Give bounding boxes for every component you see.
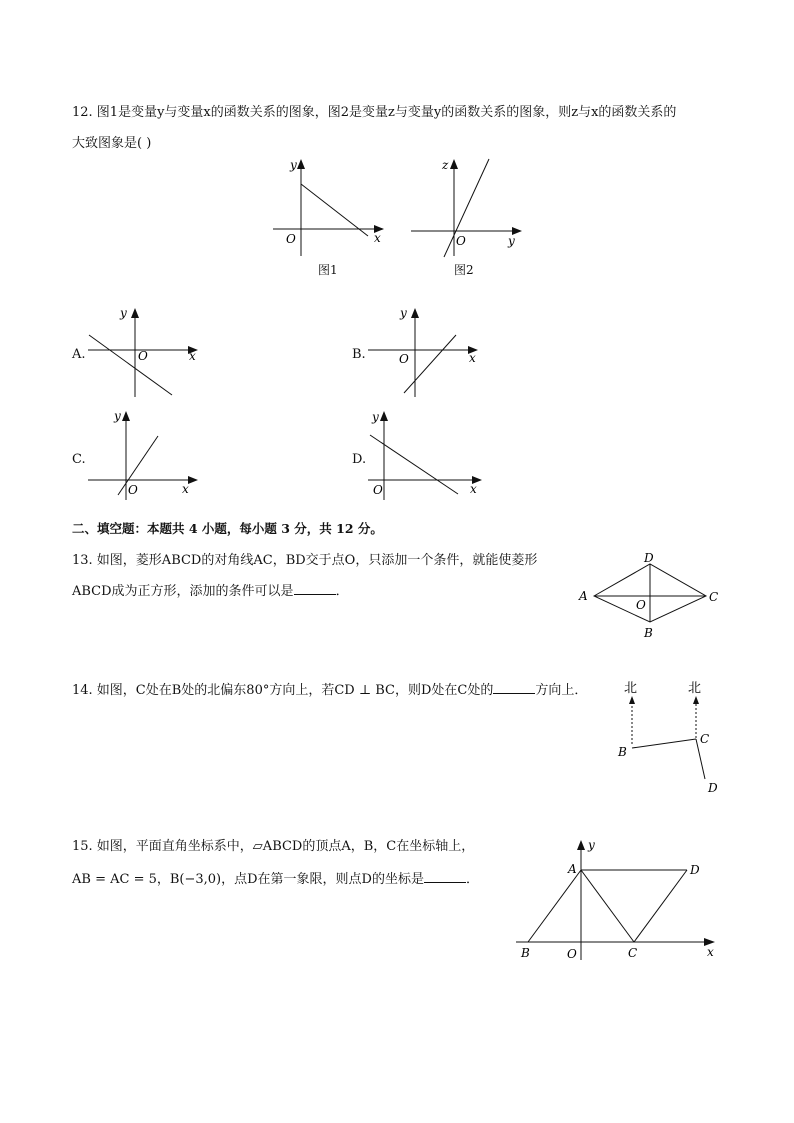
- q14-text-b: 方向上．: [535, 683, 588, 698]
- q15-line2-text: AB = AC = 5，B(−3,0)，点D在第一象限，则点D的坐标是: [72, 872, 424, 887]
- q13-line1: 13. 如图，菱形ABCD的对角线AC，BD交于点O，只添加一个条件，就能使菱形: [72, 553, 538, 568]
- fig1-origin-label: O: [286, 232, 296, 246]
- dir-label-b: B: [618, 745, 627, 759]
- rhombus-label-b: B: [644, 626, 653, 640]
- q15-line1: 15. 如图，平面直角坐标系中，▱ABCD的顶点A，B，C在坐标轴上，: [72, 839, 475, 854]
- q13-line2-text: ABCD成为正方形，添加的条件可以是: [72, 584, 294, 599]
- fig2-origin-label: O: [456, 234, 466, 248]
- q14-text-a: 14. 如图，C处在B处的北偏东80°方向上，若CD ⊥ BC，则D处在C处的: [72, 683, 494, 698]
- para-label-d: D: [690, 863, 700, 877]
- para-label-x: x: [707, 945, 714, 959]
- option-b-graph: [366, 305, 486, 405]
- dir-label-d: D: [708, 781, 718, 795]
- figure-1: [270, 156, 390, 276]
- option-c-x: x: [182, 482, 189, 496]
- rhombus-figure: [576, 551, 726, 641]
- para-label-c: C: [628, 946, 638, 960]
- rhombus-label-d: D: [644, 551, 654, 565]
- q12-line2: 大致图象是( ): [72, 136, 152, 151]
- fig1-y-label: y: [290, 158, 297, 172]
- q15-end: ．: [465, 872, 479, 887]
- option-b-label: B.: [352, 347, 366, 362]
- option-a-y: y: [120, 306, 127, 320]
- para-label-y: y: [588, 838, 595, 852]
- rhombus-label-a: A: [579, 589, 588, 603]
- fig1-caption: 图1: [318, 263, 338, 277]
- q13-line2: [72, 583, 349, 600]
- option-b-origin: O: [399, 352, 409, 366]
- direction-figure: [612, 676, 732, 801]
- section-2-title: 二、填空题：本题共 4 小题，每小题 3 分，共 12 分。: [72, 521, 383, 536]
- q13-end: ．: [335, 584, 349, 599]
- option-a-origin: O: [138, 349, 148, 363]
- north-label-b: 北: [624, 681, 638, 696]
- option-c-origin: O: [128, 483, 138, 497]
- q14-answer-blank: [493, 682, 535, 694]
- rhombus-label-o: O: [636, 598, 646, 612]
- fig2-y-label: y: [508, 234, 515, 248]
- option-d-origin: O: [373, 483, 383, 497]
- fig2-caption: 图2: [454, 263, 474, 277]
- rhombus-label-c: C: [709, 590, 719, 604]
- option-a-graph: [86, 305, 206, 405]
- figure-2: [408, 156, 528, 276]
- option-c-y: y: [114, 409, 121, 423]
- option-a-label: A.: [72, 347, 86, 362]
- q14-text: [72, 682, 587, 699]
- fig1-x-label: x: [374, 231, 381, 245]
- option-a-x: x: [189, 349, 196, 363]
- dir-label-c: C: [700, 732, 710, 746]
- option-d-graph: [366, 408, 496, 508]
- option-b-x: x: [469, 351, 476, 365]
- option-c-graph: [86, 408, 206, 508]
- q15-answer-blank: [424, 871, 466, 883]
- para-label-b: B: [521, 946, 530, 960]
- q12-line1: 12. 图1是变量y与变量x的函数关系的图象，图2是变量z与变量y的函数关系的图象，则z与x的函数关系的: [72, 105, 677, 120]
- q13-answer-blank: [294, 583, 336, 595]
- option-b-y: y: [400, 306, 407, 320]
- option-d-y: y: [372, 410, 379, 424]
- q15-line2: [72, 871, 479, 888]
- option-d-label: D.: [352, 452, 367, 467]
- north-label-c: 北: [688, 681, 702, 696]
- parallelogram-figure: [513, 835, 728, 965]
- para-label-a: A: [568, 862, 577, 876]
- option-c-label: C.: [72, 452, 86, 467]
- fig2-z-label: z: [442, 158, 449, 172]
- para-label-o: O: [567, 947, 577, 961]
- option-d-x: x: [470, 482, 477, 496]
